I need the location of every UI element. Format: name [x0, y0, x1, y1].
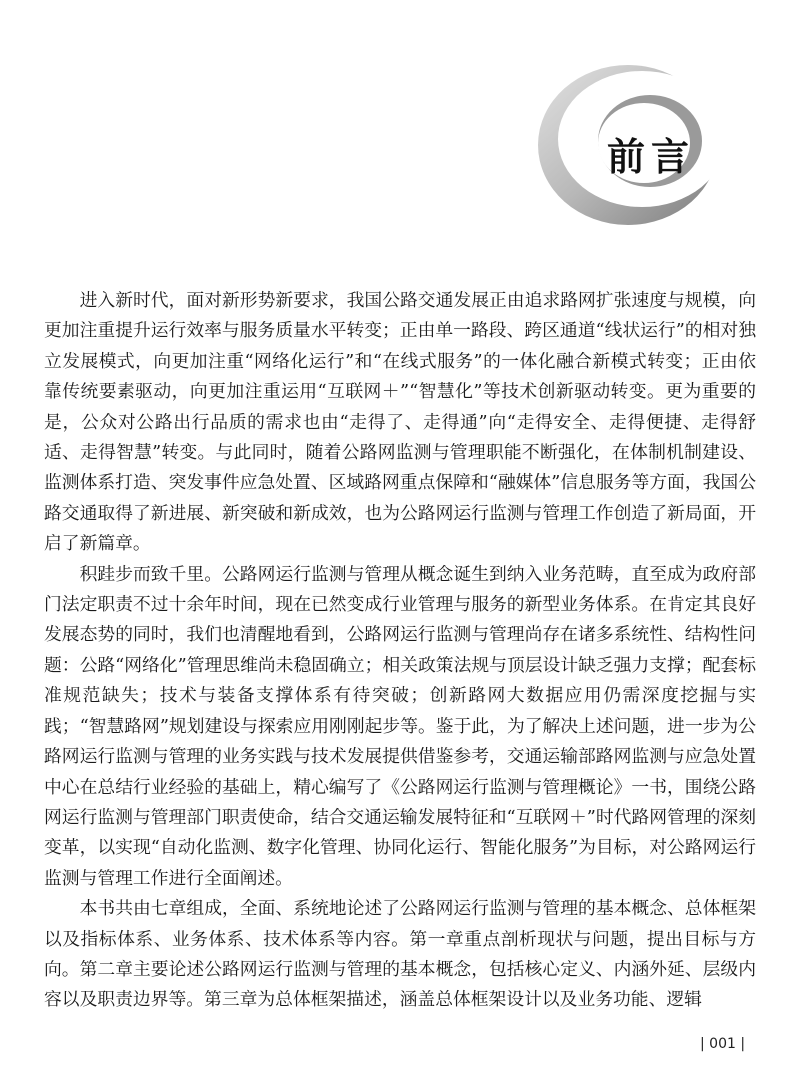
paragraph: 本书共由七章组成，全面、系统地论述了公路网运行监测与管理的基本概念、总体框架以及指标体系、业务体系、技术体系等内容。第一章重点剖析现状与问题，提出目标与方向。第二章主要论述公路网运行监测与管理的基本概念，包括核心定义、内涵外延、层级内容以及职责边界等。第三章为总体框架描述，涵盖总体框架设计以及业务功能、逻辑: [44, 898, 756, 1011]
paragraph: 积跬步而致千里。公路网运行监测与管理从概念诞生到纳入业务范畴，直至成为政府部门法定职责不过十余年时间，现在已然变成行业管理与服务的新型业务体系。在肯定其良好发展态势的同时，我们也清醒地看到，公路网运行监测与管理尚存在诸多系统性、结构性问题：公路“网络化”管理思维尚未稳固确立；相关政策法规与顶层设计缺乏强力支撑；配套标准规范缺失；技术与装备支撑体系有待突破；创新路网大数据应用仍需深度挖掘与实践；“智慧路网”规划建设与探索应用刚刚起步等。鉴于此，为了解决上述问题，进一步为公路网运行监测与管理的业务实践与技术发展提供借鉴参考，交通运输部路网监测与应急处置中心在总结行业经验的基础上，精心编写了《公路网运行监测与管理概论》一书，围绕公路网运行监测与管理部门职责使命，结合交通运输发展特征和“互联网＋”时代路网管理的深刻变革，以实现“自动化监测、数字化管理、协同化运行、智能化服务”为目标，对公路网运行监测与管理工作进行全面阐述。: [44, 563, 756, 889]
page-number: | 001 |: [700, 1036, 746, 1052]
body-text: [44, 286, 756, 1016]
page-title: 前言: [606, 135, 695, 179]
paragraph: 进入新时代，面对新形势新要求，我国公路交通发展正由追求路网扩张速度与规模，向更加注重提升运行效率与服务质量水平转变；正由单一路段、跨区通道“线状运行”的相对独立发展模式，向更加注重“网络化运行”和“在线式服务”的一体化融合新模式转变；正由依靠传统要素驱动，向更加注重运用“互联网＋”“智慧化”等技术创新驱动转变。更为重要的是，公众对公路出行品质的需求也由“走得了、走得通”向“走得安全、走得便捷、走得舒适、走得智慧”转变。与此同时，随着公路网监测与管理职能不断强化，在体制机制建设、监测体系打造、突发事件应急处置、区域路网重点保障和“融媒体”信息服务等方面，我国公路交通取得了新进展、新突破和新成效，也为公路网运行监测与管理工作创造了新局面，开启了新篇章。: [44, 290, 756, 555]
